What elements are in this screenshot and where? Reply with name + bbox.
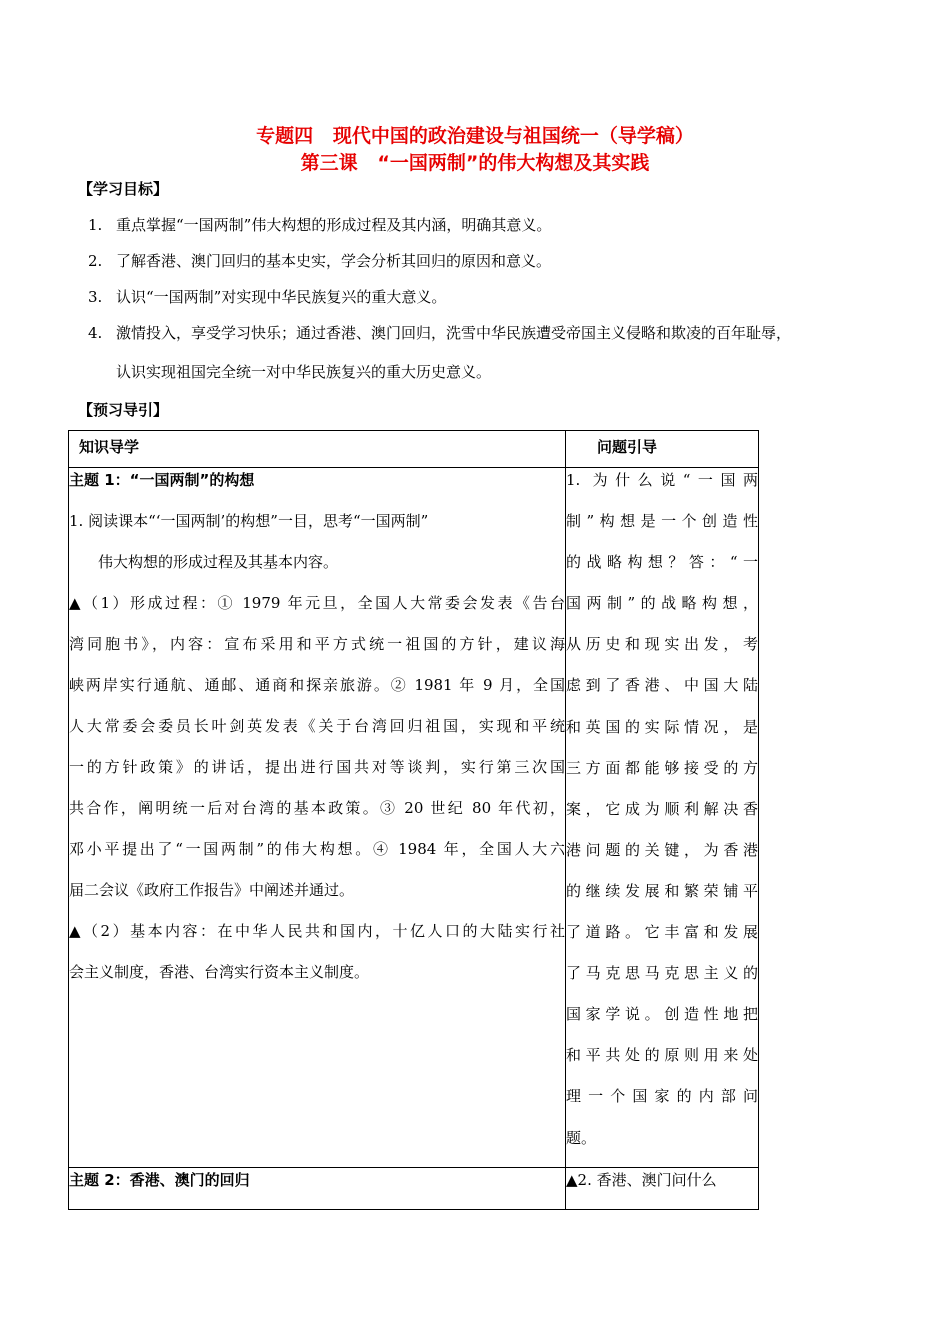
topic-2-row [69, 1167, 759, 1209]
right-line: 了马克思马克思主义的 [566, 964, 758, 983]
title-line-1: 专题四 现代中国的政治建设与祖国统一（导学稿） [256, 125, 694, 147]
goal-text: 重点掌握“一国两制”伟大构想的形成过程及其内涵，明确其意义。 [116, 216, 552, 234]
right-line: 和平共处的原则用来处 [566, 1046, 758, 1065]
right-line: 案，它成为顺利解决香 [566, 799, 758, 818]
right-line: 国两制”的战略构想， [566, 594, 758, 613]
left-line: ▲（2）基本内容：在中华人民共和国内，十亿人口的大陆实行社 [69, 922, 565, 940]
right-line: 的战略构想？答：“一 [566, 553, 758, 572]
goal-item-4 [88, 322, 791, 343]
right-line: 从历史和现实出发，考 [566, 635, 758, 654]
column-header-questions: 问题引导 [566, 431, 759, 468]
goal-item-3 [88, 286, 446, 307]
left-line: 会主义制度，香港、台湾实行资本主义制度。 [69, 963, 370, 981]
left-line: 共合作，阐明统一后对台湾的基本政策。③ 20 世纪 80 年代初， [69, 799, 565, 817]
right-line: 和英国的实际情况，是 [566, 717, 758, 736]
right-line: 港问题的关键，为香港 [566, 840, 758, 859]
preview-guide-table [68, 430, 759, 1210]
right-line: 了道路。它丰富和发展 [566, 923, 758, 942]
topic-1-title: 主题 1：“一国两制”的构想 [69, 471, 255, 489]
topic-2-question-cell [566, 1167, 759, 1209]
left-line: 届二会议《政府工作报告》中阐述并通过。 [69, 881, 355, 899]
goal-number: 2. [88, 252, 103, 270]
goal-number: 1. [88, 216, 103, 234]
right-line: ▲2. 香港、澳门问什么 [566, 1170, 717, 1189]
topic-1-knowledge-cell [69, 468, 566, 1168]
right-line: 理一个国家的内部问 [566, 1087, 758, 1106]
goal-item-4-continued: 认识实现祖国完全统一对中华民族复兴的重大历史意义。 [116, 363, 492, 381]
left-line: 邓小平提出了“一国两制”的伟大构想。④ 1984 年，全国人大六 [69, 840, 565, 858]
learning-goals-heading: 【学习目标】 [78, 180, 169, 198]
left-line: ▲（1）形成过程：① 1979 年元旦，全国人大常委会发表《告台 [69, 594, 565, 612]
title-line-2: 第三课 “一国两制”的伟大构想及其实践 [300, 152, 650, 174]
goal-number: 4. [88, 324, 103, 342]
goal-item-1 [88, 214, 551, 235]
topic-2-title: 主题 2：香港、澳门的回归 [69, 1170, 250, 1189]
topic-1-row [69, 468, 759, 1168]
right-line: 国家学说。创造性地把 [566, 1005, 758, 1024]
topic-1-question-cell [566, 468, 759, 1168]
table-header-row [69, 431, 759, 468]
topic-2-knowledge-cell [69, 1167, 566, 1209]
goal-text: 激情投入，享受学习快乐；通过香港、澳门回归，洗雪中华民族遭受帝国主义侵略和欺凌的百年耻辱， [116, 324, 792, 342]
left-line: 一的方针政策》的讲话，提出进行国共对等谈判，实行第三次国 [69, 758, 565, 776]
right-line: 的继续发展和繁荣铺平 [566, 881, 758, 900]
right-line: 1. 为什么说“一国两 [566, 471, 758, 489]
preview-guide-heading: 【预习导引】 [78, 401, 169, 419]
goal-number: 3. [88, 288, 103, 306]
column-header-knowledge: 知识导学 [69, 431, 566, 468]
left-line: 湾同胞书》，内容：宣布采用和平方式统一祖国的方针，建议海 [69, 635, 565, 653]
goal-item-2 [88, 250, 551, 271]
left-line: 人大常委会委员长叶剑英发表《关于台湾回归祖国，实现和平统 [69, 717, 565, 735]
goal-text: 认识“一国两制”对实现中华民族复兴的重大意义。 [116, 288, 447, 306]
right-line: 虑到了香港、中国大陆 [566, 676, 758, 695]
left-line: 伟大构想的形成过程及其基本内容。 [98, 553, 339, 571]
left-line: 峡两岸实行通航、通邮、通商和探亲旅游。② 1981 年 9 月，全国 [69, 676, 565, 694]
left-line: 1. 阅读课本“‘一国两制’的构想”一目，思考“一国两制” [69, 512, 429, 530]
right-line: 题。 [566, 1128, 597, 1147]
right-line: 制”构想是一个创造性 [566, 512, 758, 531]
goal-text: 了解香港、澳门回归的基本史实，学会分析其回归的原因和意义。 [116, 252, 552, 270]
right-line: 三方面都能够接受的方 [566, 758, 758, 777]
